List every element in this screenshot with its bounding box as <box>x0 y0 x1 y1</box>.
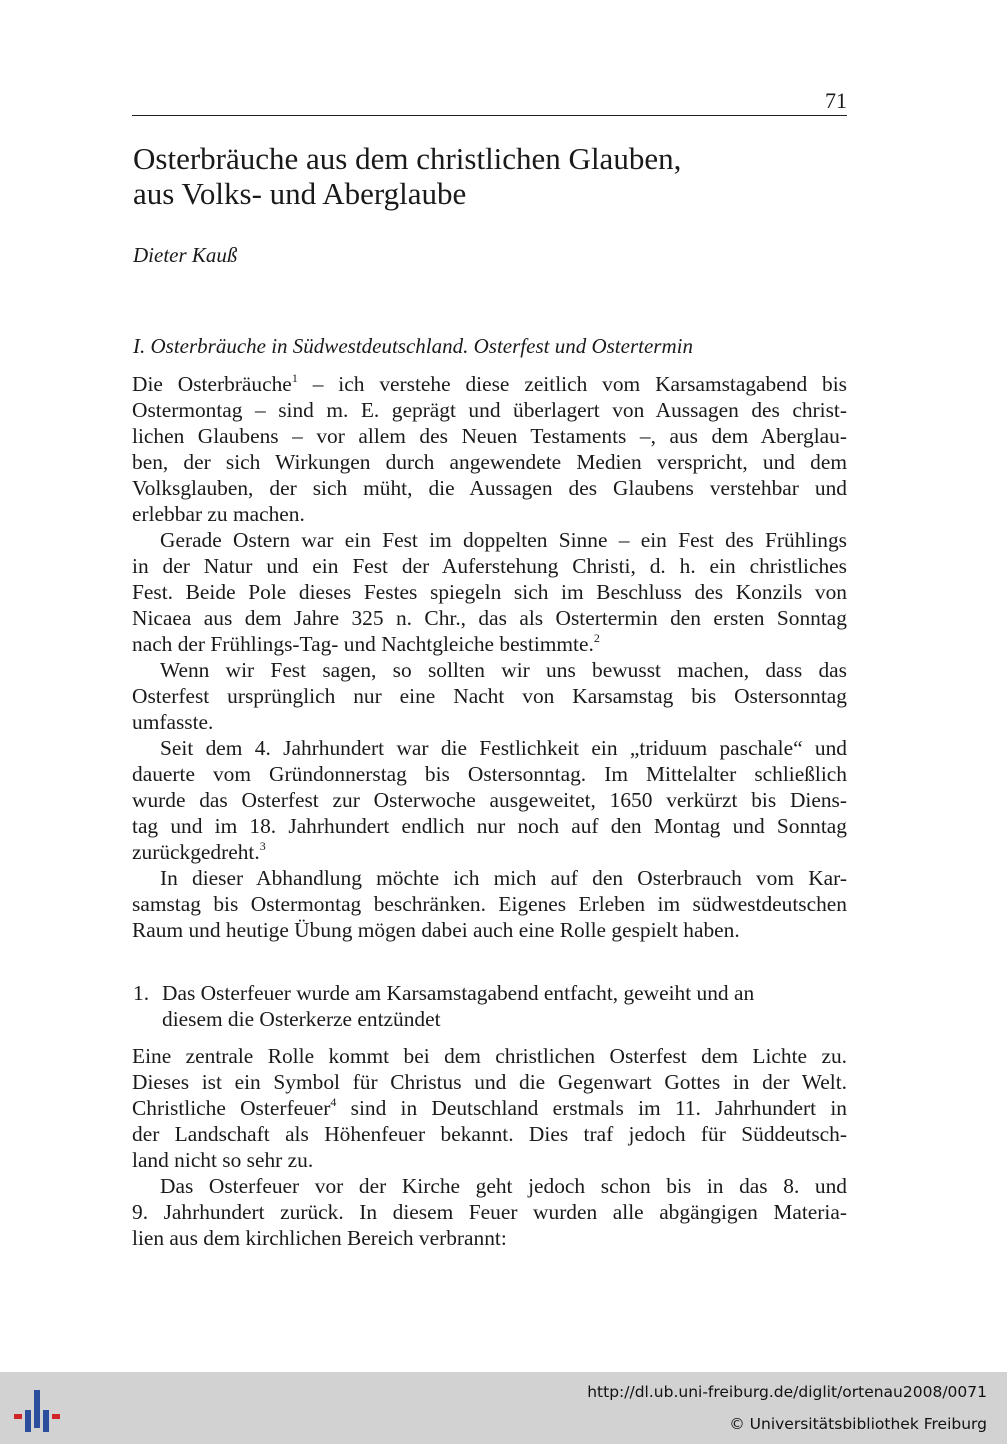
text-line: In dieser Abhandlung möchte ich mich auf den Osterbrauch vom Kar- <box>160 866 847 890</box>
text-line: Gerade Ostern war ein Fest im doppelten Sinne – ein Fest des Frühlings <box>160 528 847 552</box>
text-line: umfasste. <box>132 710 214 734</box>
header-rule <box>132 115 847 116</box>
footnote-ref-2: 2 <box>593 631 600 645</box>
text-line: Nicaea aus dem Jahre 325 n. Chr., das als Ostertermin den ersten Sonntag <box>132 606 847 630</box>
text-line: dauerte vom Gründonnerstag bis Ostersonntag. Im Mittelalter schließlich <box>132 762 847 786</box>
text-line: Ostermontag – sind m. E. geprägt und überlagert von Aussagen des christ- <box>132 398 847 422</box>
subsection-title-line-1: Das Osterfeuer wurde am Karsamstagabend entfacht, geweiht und an <box>162 981 755 1005</box>
text-line: Christliche Osterfeuer$^4$ sind in Deutschland erstmals im 11. Jahrhundert in <box>132 1095 847 1120</box>
footnote-ref-4: 4 <box>330 1095 337 1109</box>
text-line: ben, der sich Wirkungen durch angewendete Medien verspricht, und dem <box>132 450 847 474</box>
copyright-notice: © Universitätsbibliothek Freiburg <box>729 1415 987 1433</box>
text-line: Seit dem 4. Jahrhundert war die Festlichkeit ein „triduum paschale“ und <box>160 736 847 760</box>
title-line-1: Osterbräuche aus dem christlichen Glauben, <box>133 141 682 176</box>
text-line: Das Osterfeuer vor der Kirche geht jedoch schon bis in das 8. und <box>160 1174 847 1198</box>
subsection-number: 1. <box>133 981 150 1005</box>
text-line: wurde das Osterfest zur Osterwoche ausgeweitet, 1650 verkürzt bis Diens- <box>132 788 847 812</box>
footnote-ref-1: 1 <box>291 371 298 385</box>
text-line: erlebbar zu machen. <box>132 502 305 526</box>
text-line: tag und im 18. Jahrhundert endlich nur noch auf den Montag und Sonntag <box>132 814 847 838</box>
text-line: Osterfest ursprünglich nur eine Nacht von Karsamstag bis Ostersonntag <box>132 684 847 708</box>
text-line: Fest. Beide Pole dieses Festes spiegeln sich im Beschluss des Konzils von <box>132 580 847 604</box>
footnote-ref-3: 3 <box>259 839 266 853</box>
library-logo-icon <box>12 1384 64 1436</box>
page-number: 71 <box>825 88 847 113</box>
text-line: Dieses ist ein Symbol für Christus und die Gegenwart Gottes in der Welt. <box>132 1070 847 1094</box>
author-name: Dieter Kauß <box>133 243 238 267</box>
text-line: Wenn wir Fest sagen, so sollten wir uns bewusst machen, dass das <box>160 658 847 682</box>
section-heading: I. Osterbräuche in Südwestdeutschland. Osterfest und Ostertermin <box>133 334 693 358</box>
text-line: land nicht so sehr zu. <box>132 1148 314 1172</box>
subsection-title-line-2: diesem die Osterkerze entzündet <box>162 1007 441 1031</box>
library-footer <box>0 1372 1007 1444</box>
title-line-2: aus Volks- und Aberglaube <box>133 176 467 211</box>
text-line: lien aus dem kirchlichen Bereich verbrannt: <box>132 1226 507 1250</box>
text-line: Die Osterbräuche$^1$ – ich verstehe diese zeitlich vom Karsamstagabend bis <box>132 371 847 396</box>
document-url-link[interactable]: http://dl.ub.uni-freiburg.de/diglit/ortenau2008/0071 <box>587 1383 987 1401</box>
text-line: samstag bis Ostermontag beschränken. Eigenes Erleben im südwestdeutschen <box>132 892 847 916</box>
text-line: der Landschaft als Höhenfeuer bekannt. Dies traf jedoch für Süddeutsch- <box>132 1122 847 1146</box>
article-title <box>133 141 848 211</box>
text-line: in der Natur und ein Fest der Auferstehung Christi, d. h. ein christliches <box>132 554 847 578</box>
text-line: Raum und heutige Übung mögen dabei auch eine Rolle gespielt haben. <box>132 918 740 942</box>
text-line: nach der Frühlings-Tag- und Nachtgleiche bestimmte.$^2$ <box>132 631 600 656</box>
text-line: lichen Glaubens – vor allem des Neuen Testaments –, aus dem Aberglau- <box>132 424 847 448</box>
text-line: Volksglauben, der sich müht, die Aussagen des Glaubens verstehbar und <box>132 476 847 500</box>
text-line: Eine zentrale Rolle kommt bei dem christlichen Osterfest dem Lichte zu. <box>132 1044 847 1068</box>
text-line: 9. Jahrhundert zurück. In diesem Feuer wurden alle abgängigen Materia- <box>132 1200 847 1224</box>
text-line: zurückgedreht.$^3$ <box>132 839 266 864</box>
